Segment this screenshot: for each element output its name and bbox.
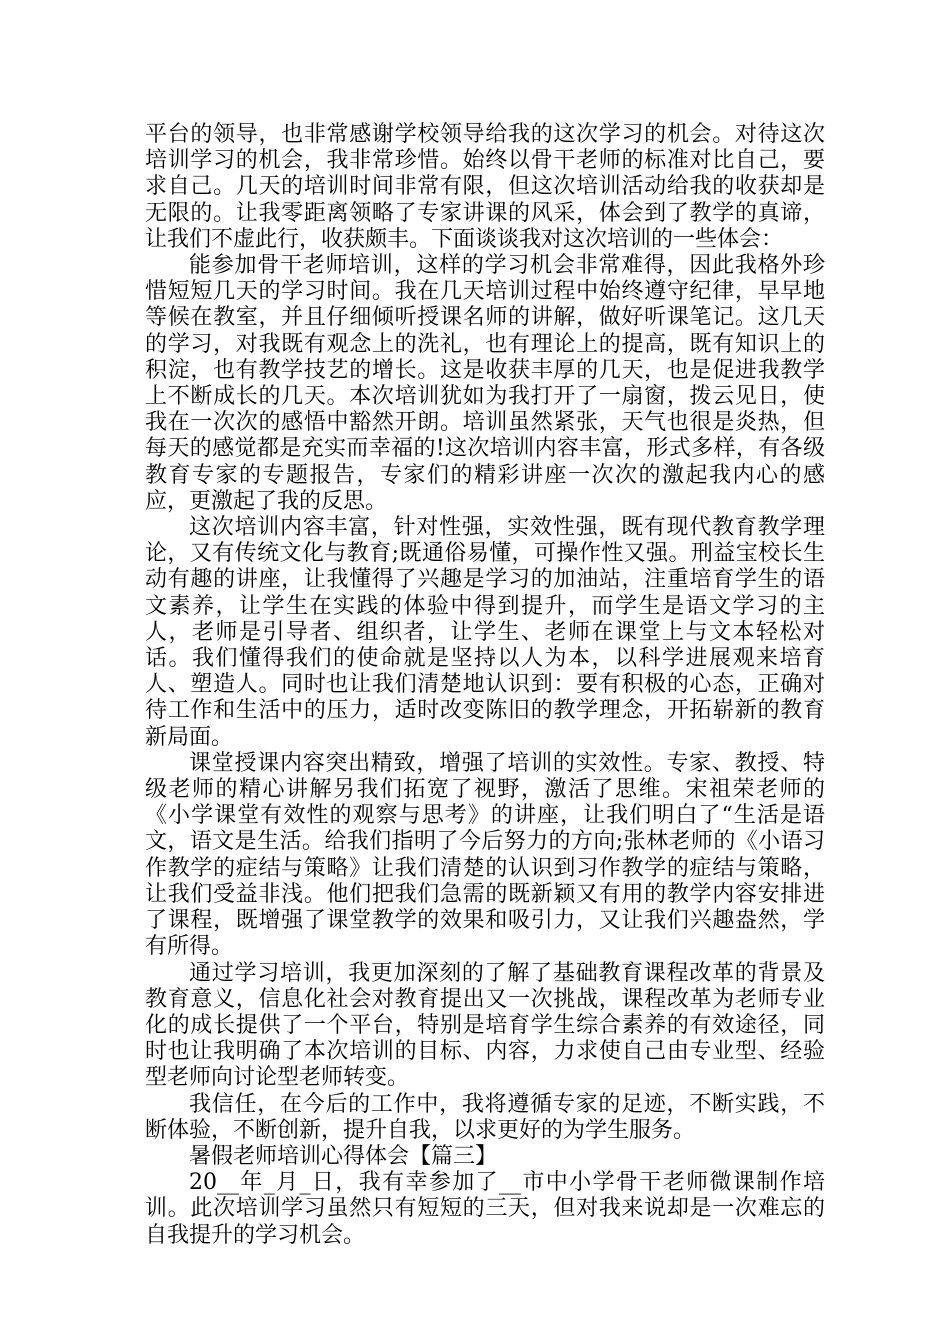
paragraph-training-content: 这次培训内容丰富，针对性强，实效性强，既有现代教育教学理论，又有传统文化与教育;既通俗易懂，可操作性又强。刑益宝校长生动有趣的讲座，让我懂得了兴趣是学习的加油站，注重培育学生的语文素养，让学生在实践的体验中得到提升，而学生是语文学习的主人，老师是引导者、组织者，让学生、老师在课堂上与文本轻松对话。我们懂得我们的使命就是坚持以人为本，以科学进展观来培育人、塑造人。同时也让我们清楚地认识到：要有积极的心态，正确对待工作和生活中的压力，适时改变陈旧的教学理念，开拓崭新的教育新局面。 bbox=[145, 515, 825, 750]
paragraph-commitment: 我信任，在今后的工作中，我将遵循专家的足迹，不断实践，不断体验，不断创新，提升自我，以求更好的为学生服务。 bbox=[145, 1091, 825, 1143]
paragraph-micro-course: 20__年_月_日，我有幸参加了__市中小学骨干老师微课制作培训。此次培训学习虽然只有短短的三天，但对我来说却是一次难忘的自我提升的学习机会。 bbox=[145, 1170, 825, 1248]
paragraph-intro: 平台的领导，也非常感谢学校领导给我的这次学习的机会。对待这次培训学习的机会，我非常珍惜。始终以骨干老师的标准对比自己，要求自己。几天的培训时间非常有限，但这次培训活动给我的收获却是无限的。让我零距离领略了专家讲课的风采，体会到了教学的真谛，让我们不虚此行，收获颇丰。下面谈谈我对这次培训的一些体会： bbox=[145, 122, 825, 252]
document-body bbox=[145, 122, 825, 1249]
paragraph-curriculum-reform: 通过学习培训，我更加深刻的了解了基础教育课程改革的背景及教育意义，信息化社会对教育提出又一次挑战，课程改革为老师专业化的成长提供了一个平台，特别是培育学生综合素养的有效途径，同时也让我明确了本次培训的目标、内容，力求使自己由专业型、经验型老师向讨论型老师转变。 bbox=[145, 960, 825, 1091]
section-heading: 暑假老师培训心得体会【篇三】 bbox=[189, 1143, 498, 1169]
paragraph-training-opportunity: 能参加骨干老师培训，这样的学习机会非常难得，因此我格外珍惜短短几天的学习时间。我在几天培训过程中始终遵守纪律，早早地等候在教室，并且仔细倾听授课名师的讲解，做好听课笔记。这几天的学习，对我既有观念上的洗礼，也有理论上的提高，既有知识上的积淀，也有教学技艺的增长。这是收获丰厚的几天，也是促进我教学上不断成长的几天。本次培训犹如为我打开了一扇窗，拨云见日，使我在一次次的感悟中豁然开朗。培训虽然紧张，天气也很是炎热，但每天的感觉都是充实而幸福的!这次培训内容丰富，形式多样，有各级教育专家的专题报告，专家们的精彩讲座一次次的激起我内心的感应，更激起了我的反思。 bbox=[145, 253, 825, 514]
paragraph-lecture-content: 课堂授课内容突出精致，增强了培训的实效性。专家、教授、特级老师的精心讲解另我们拓宽了视野，激活了思维。宋祖荣老师的《小学课堂有效性的观察与思考》的讲座，让我们明白了“生活是语文，语文是生活。给我们指明了今后努力的方向;张林老师的《小语习作教学的症结与策略》让我们清楚的认识到习作教学的症结与策略，让我们受益非浅。他们把我们急需的既新颖又有用的教学内容安排进了课程，既增强了课堂教学的效果和吸引力，又让我们兴趣盎然，学有所得。 bbox=[145, 750, 825, 960]
